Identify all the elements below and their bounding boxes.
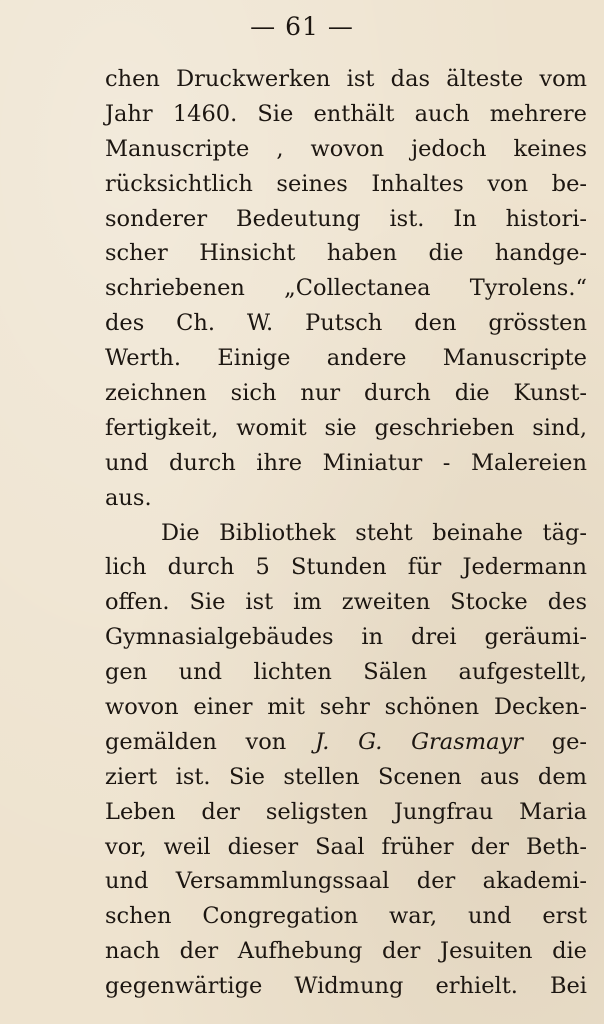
text-line: schen Congregation war, und erst (105, 903, 587, 930)
text-line: ziert ist. Sie stellen Scenen aus dem (105, 763, 587, 790)
paragraph-end-line: aus. (105, 484, 152, 511)
text-line: Jahr 1460. Sie enthält auch mehrere (105, 100, 587, 127)
text-line: des Ch. W. Putsch den grössten (105, 310, 587, 337)
text-line: Leben der seligsten Jungfrau Maria (105, 798, 587, 825)
line-segment: ge- (551, 728, 588, 755)
text-line: schriebenen „Collectanea Tyrolens.“ (105, 275, 587, 302)
text-line: wovon einer mit sehr schönen Decken- (105, 694, 587, 721)
text-line: fertigkeit, womit sie geschrieben sind, (105, 414, 587, 441)
text-line: gen und lichten Sälen aufgestellt, (105, 659, 587, 686)
page-number: — 61 — (250, 12, 354, 41)
text-line: vor, weil dieser Saal früher der Beth- (105, 833, 587, 860)
text-line: scher Hinsicht haben die handge- (105, 240, 587, 267)
text-line: und durch ihre Miniatur - Malereien (105, 449, 587, 476)
text-line: offen. Sie ist im zweiten Stocke des (105, 589, 587, 616)
text-line: zeichnen sich nur durch die Kunst- (105, 380, 587, 407)
text-line: gegenwärtige Widmung erhielt. Bei (105, 973, 587, 1000)
text-line: nach der Aufhebung der Jesuiten die (105, 938, 587, 965)
text-line-with-name (105, 725, 587, 760)
body-text (105, 62, 587, 1004)
text-line: sonderer Bedeutung ist. In histori- (105, 205, 587, 232)
text-line: Werth. Einige andere Manuscripte (105, 345, 587, 372)
text-line: Manuscripte , wovon jedoch keines (105, 135, 587, 162)
text-line: rücksichtlich seines Inhaltes von be- (105, 170, 587, 197)
text-line: chen Druckwerken ist das älteste vom (105, 66, 587, 92)
line-segment: gemälden von (105, 728, 287, 755)
text-line: und Versammlungssaal der akademi- (105, 868, 587, 895)
paragraph-start-line: Die Bibliothek steht beinahe täg- (161, 519, 587, 546)
text-line: Gymnasialgebäudes in drei geräumi- (105, 624, 587, 651)
text-line: lich durch 5 Stunden für Jedermann (105, 554, 587, 581)
artist-name: J. G. Grasmayr (314, 728, 523, 755)
